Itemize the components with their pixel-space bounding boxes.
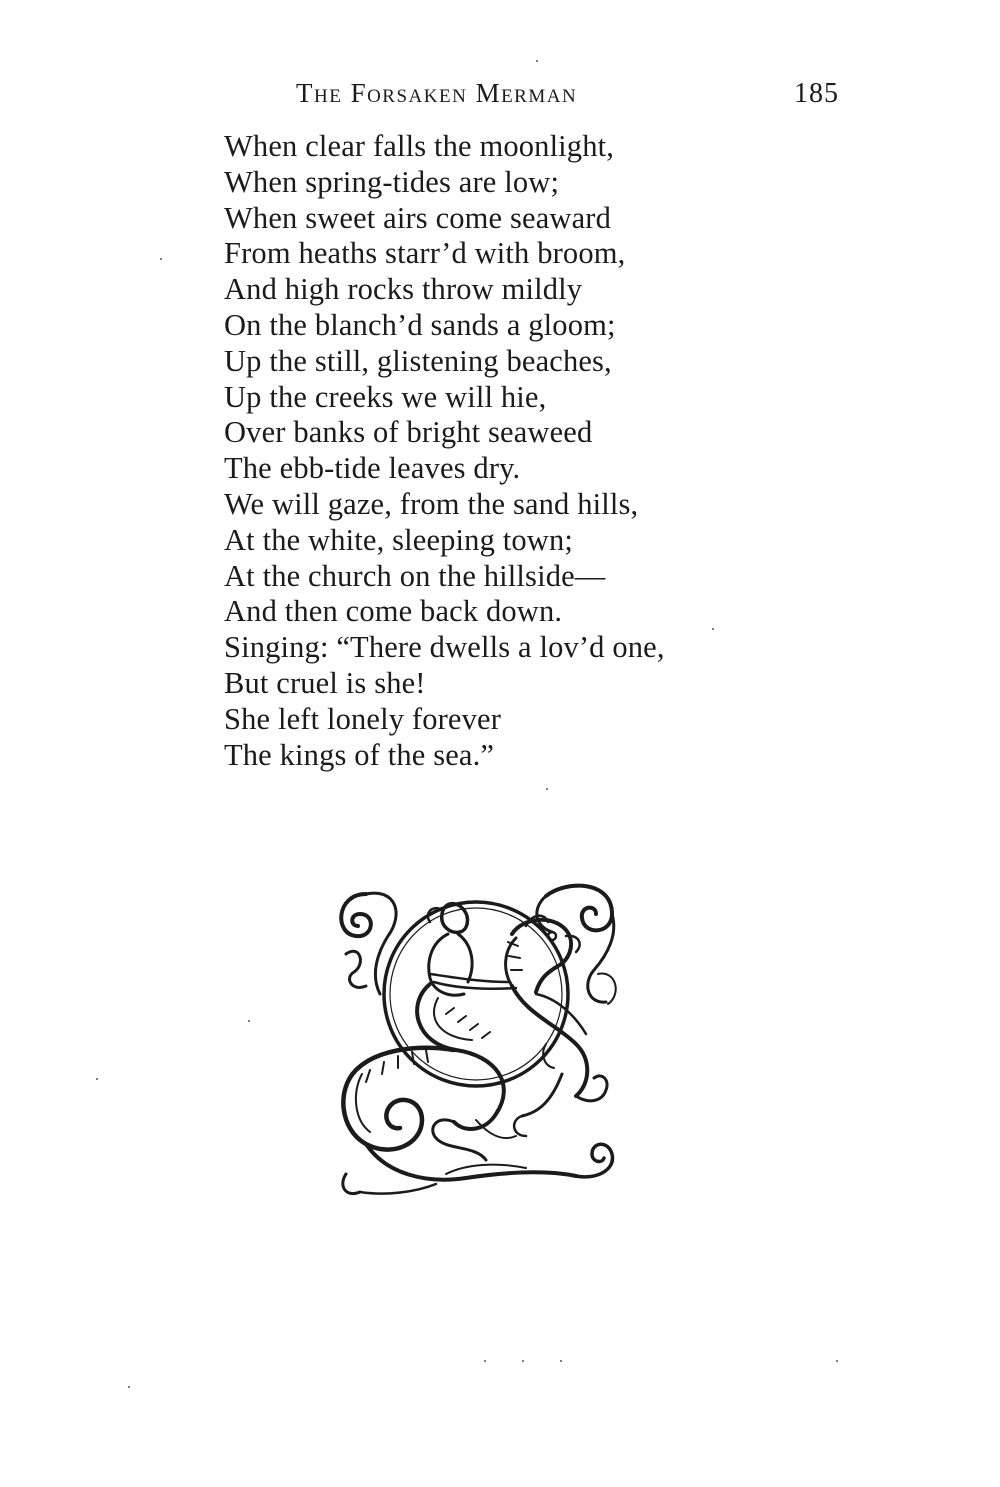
poem-line: Up the creeks we will hie, (224, 379, 547, 414)
poem-line: But cruel is she! (224, 665, 426, 700)
poem-line: At the church on the hillside— (224, 558, 606, 593)
poem-line: When spring-tides are low; (224, 164, 560, 199)
poem-line: Singing: “There dwells a lov’d one, (224, 630, 665, 665)
page-number: 185 (794, 78, 839, 109)
poem-line: When clear falls the moonlight, (224, 129, 615, 163)
poem-line: Up the still, glistening beaches, (224, 343, 612, 378)
scan-speck (536, 60, 538, 62)
merman-sea-horse-icon (326, 874, 622, 1200)
poem-line: The kings of the sea.” (224, 737, 495, 772)
scan-speck (96, 1078, 98, 1080)
poem-line: And then come back down. (224, 594, 563, 629)
poem-line: On the blanch’d sands a gloom; (224, 307, 616, 342)
scan-speck (836, 1360, 838, 1362)
scan-speck (560, 1360, 562, 1362)
scan-speck (128, 1386, 130, 1388)
scan-speck (712, 628, 714, 630)
poem-line: We will gaze, from the sand hills, (224, 486, 639, 521)
poem-line: From heaths starr’d with broom, (224, 236, 626, 271)
scan-speck (522, 1360, 524, 1362)
poem-line: At the white, sleeping town; (224, 522, 573, 557)
poem-line: Over banks of bright seaweed (224, 415, 593, 450)
scan-speck (160, 258, 162, 260)
poem-line: She left lonely forever (224, 701, 501, 736)
poem-line: And high rocks throw mildly (224, 272, 583, 307)
running-title: The Forsaken Merman (296, 78, 578, 108)
poem-line: The ebb-tide leaves dry. (224, 451, 521, 486)
poem-stanza (224, 129, 784, 773)
scan-speck (248, 1020, 250, 1022)
scan-speck (484, 1360, 486, 1362)
scan-speck (546, 788, 548, 790)
poem-line: When sweet airs come seaward (224, 200, 611, 235)
